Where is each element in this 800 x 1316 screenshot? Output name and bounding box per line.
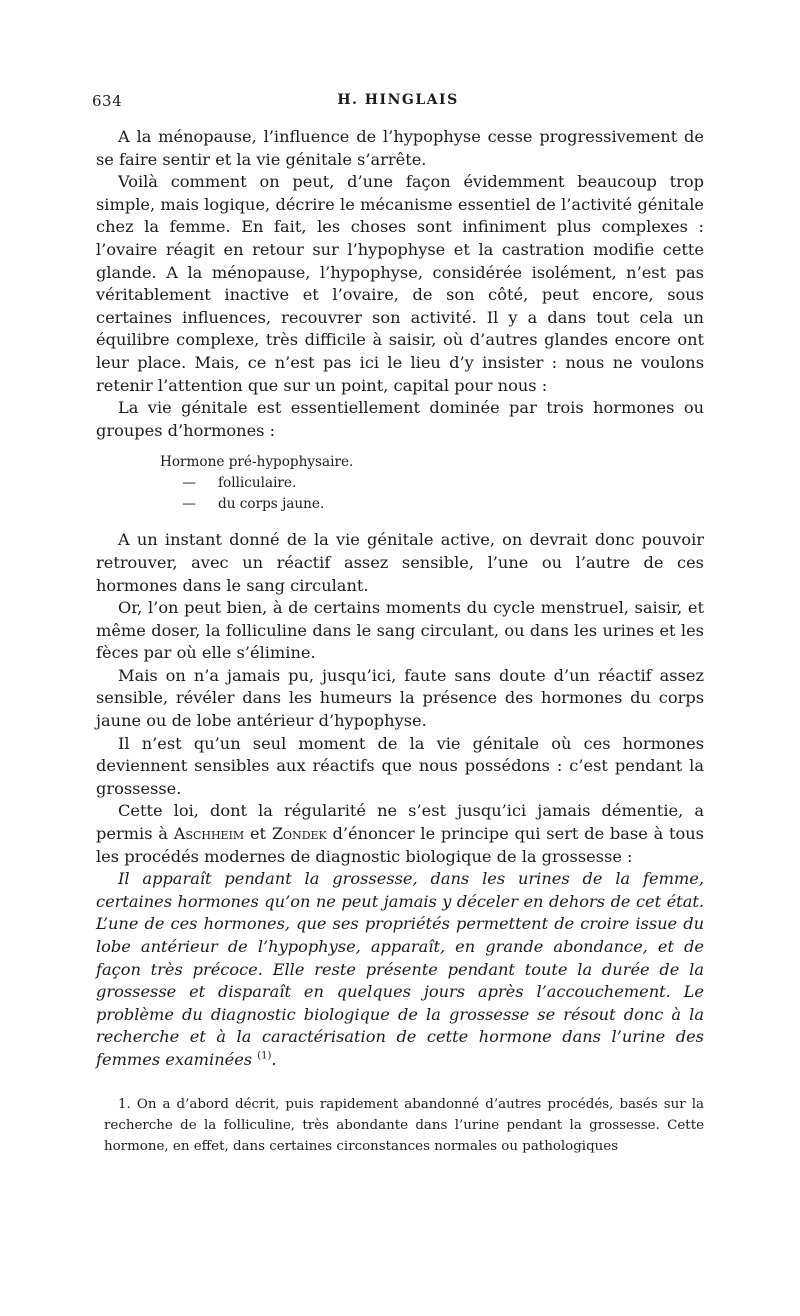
paragraph xyxy=(96,800,704,868)
body-text xyxy=(96,126,704,1072)
author-name: Aschheim xyxy=(173,824,245,844)
list-item-text: folliculaire. xyxy=(218,475,297,492)
list-item xyxy=(160,494,704,515)
paragraph: A un instant donné de la vie génitale active, on devrait donc pouvoir retrouver, avec un réactif assez sensible, l’une ou l’autre de ces hormones dans le sang circulant. xyxy=(96,530,704,595)
paragraph: A la ménopause, l’influence de l’hypophyse cesse progressivement de se faire sentir et la vie génitale s’arrête. xyxy=(96,127,704,169)
paragraph: Mais on n’a jamais pu, jusqu’ici, faute sans doute d’un réactif assez sensible, révéler dans les humeurs la présence des hormones du corps jaune ou de lobe antérieur d’hypophyse. xyxy=(96,665,704,731)
page-number: 634 xyxy=(92,92,123,110)
footnote: 1. On a d’abord décrit, puis rapidement abandonné d’autres procédés, basés sur la recherche de la folliculine, très abondante dans l’urine pendant la grossesse. Cette hormone, en effet, dans certaines circonstances normales ou pathologiques xyxy=(104,1097,704,1154)
principle-quote xyxy=(96,868,704,1071)
running-head: H. HINGLAIS xyxy=(337,92,459,108)
footnote-ref[interactable]: (1) xyxy=(257,1050,272,1062)
ditto-dash: — xyxy=(182,475,196,492)
page-header xyxy=(92,92,704,114)
ditto-dash: — xyxy=(182,496,196,513)
paragraph: La vie génitale est essentiellement dominée par trois hormones ou groupes d’hormones : xyxy=(96,398,704,440)
list-item xyxy=(160,452,704,473)
list-item xyxy=(160,473,704,494)
paragraph-text: Cette loi, dont la régularité ne s’est jusqu’ici jamais démentie, a permis à xyxy=(96,801,704,844)
paragraph: Voilà comment on peut, d’une façon évidemment beaucoup trop simple, mais logique, décrire le mécanisme essentiel de l’activité génitale chez la femme. En fait, les choses sont infiniment plus complexes : l’ovaire réagit en retour sur l’hypophyse et la castration modifie cette glande. A la ménopause, l’hypophyse, considérée isolément, n’est pas véritablement inactive et l’ovaire, de son côté, peut encore, sous certaines influences, recouvrer son activité. Il y a dans tout cela un équilibre complexe, très difficile à saisir, où d’autres glandes encore ont leur place. Mais, ce n’est pas ici le lieu d’y insister : nous ne voulons retenir l’attention que sur un point, capital pour nous : xyxy=(96,172,704,395)
paragraph-text: d’énoncer le principe qui sert de base à tous les procédés modernes de diagnostic biologique de la grossesse : xyxy=(96,824,704,866)
author-name: Zondek xyxy=(271,824,327,844)
hormone-list xyxy=(160,452,704,515)
paragraph-text: et xyxy=(244,824,272,844)
quote-end: . xyxy=(271,1049,277,1069)
list-item-text: Hormone pré-hypophysaire. xyxy=(160,454,354,471)
quote-text: Il apparaît pendant la grossesse, dans les urines de la femme, certaines hormones qu’on ne peut jamais y déceler en dehors de cet état. L’une de ces hormones, que ses propriétés permettent de croire issue du lobe antérieur de l’hypophyse, apparaît, en grande abondance, et de façon très précoce. Elle reste présente pendant toute la durée de la grossesse et disparaît en quelques jours après l’accouchement. Le problème du diagnostic biologique de la grossesse se résout donc à la recherche et à la caractérisation de cette hormone dans l’urine des femmes examinées xyxy=(96,869,704,1069)
paragraph: Or, l’on peut bien, à de certains moments du cycle menstruel, saisir, et même doser, la folliculine dans le sang circulant, ou dans les urines et les fèces par où elle s’élimine. xyxy=(96,598,704,663)
paragraph: Il n’est qu’un seul moment de la vie génitale où ces hormones deviennent sensibles aux réactifs que nous possédons : c’est pendant la grossesse. xyxy=(96,733,704,798)
list-item-text: du corps jaune. xyxy=(218,496,325,513)
